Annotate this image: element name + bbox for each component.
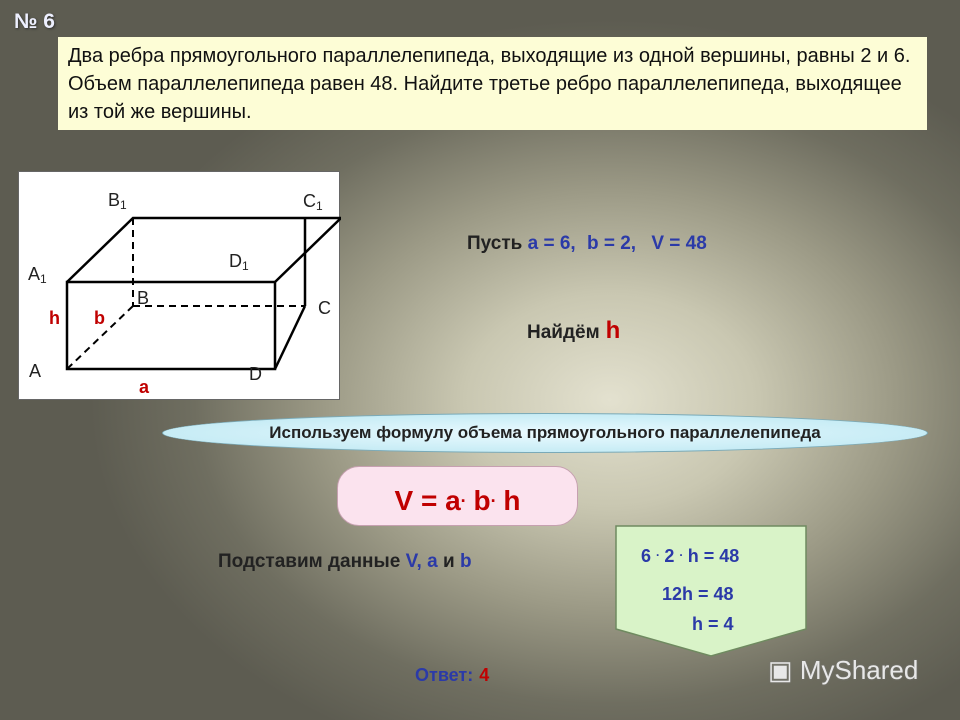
bottom-right-edge <box>275 306 305 369</box>
edge-b-label: b <box>94 308 105 328</box>
vertex-d1-label: $D_1$ <box>229 251 249 273</box>
substitute-line: Подставим данные V, a и b <box>218 551 472 572</box>
vertex-a1-label: $A_1$ <box>28 264 47 286</box>
given-a: a = 6, <box>527 233 576 254</box>
edge-h-label: h <box>49 308 60 328</box>
answer-value: 4 <box>479 665 490 685</box>
logo-icon: ▣ <box>768 655 793 685</box>
formula-banner: Используем формулу объема прямоугольного параллелепипеда <box>162 413 928 453</box>
watermark-logo: ▣ MyShared <box>768 655 919 685</box>
calculation-box <box>615 525 807 657</box>
find-variable: h <box>605 317 621 344</box>
top-face <box>67 218 341 282</box>
vertex-d-label: D <box>249 364 262 384</box>
vertex-b-label: B <box>137 288 150 308</box>
calc-line-3: h = 4 <box>692 614 734 634</box>
calc-line-2: 12h = 48 <box>662 584 734 604</box>
vertex-c-label: C <box>318 298 331 318</box>
edge-a-label: a <box>139 377 150 397</box>
answer: Ответ: 4 <box>415 665 490 685</box>
given-b: b = 2, <box>586 233 637 254</box>
vertex-b1-label: $B_1$ <box>108 190 127 212</box>
given-values-line: Пусть a = 6, b = 2, V = 48 <box>467 233 707 254</box>
vertex-c1-label: $C_1$ <box>303 191 323 213</box>
volume-formula: V = a. b. h <box>337 466 578 526</box>
parallelepiped-figure <box>18 171 340 400</box>
slide-number: № 6 <box>14 10 55 33</box>
problem-statement: Два ребра прямоугольного параллелепипеда, выходящие из одной вершины, равны 2 и 6. Объем параллелепипеда равен 48. Найдите третье ребро параллелепипеда, выходящее из той же вершины. <box>58 37 927 130</box>
find-line: Найдём h <box>527 317 621 344</box>
calc-line-1: 6 . 2 . h = 48 <box>641 545 740 566</box>
given-v: V = 48 <box>651 233 707 254</box>
parallelepiped-drawing <box>19 172 341 401</box>
vertex-a-label: A <box>29 361 42 381</box>
